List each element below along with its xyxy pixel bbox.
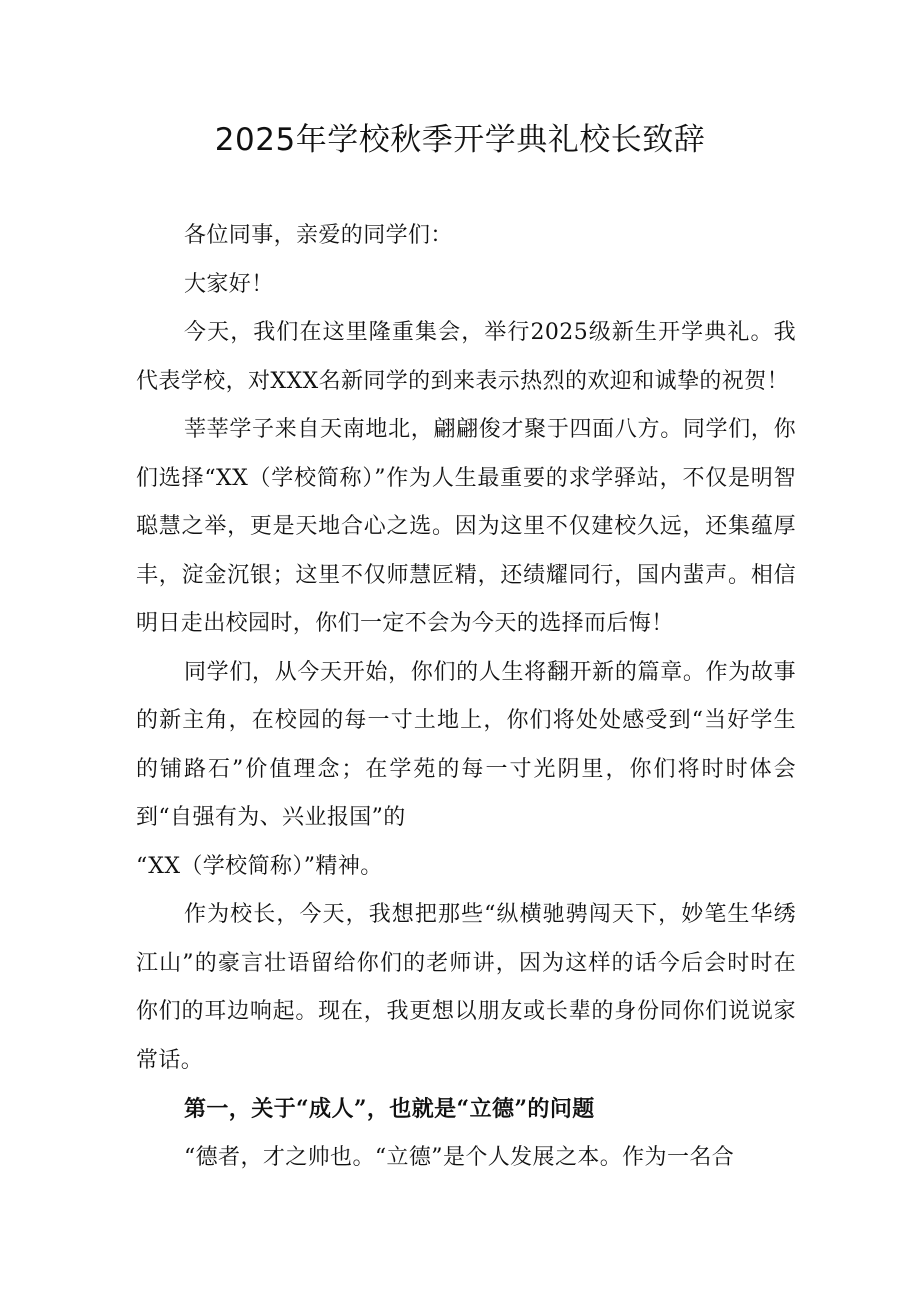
paragraph-welcome: 今天，我们在这里隆重集会，举行2025级新生开学典礼。我代表学校，对XXX名新同学的到来表示热烈的欢迎和诚挚的祝贺！ — [136, 320, 796, 394]
paragraph-virtue: “德者，才之帅也。“立德”是个人发展之本。作为一名合 — [184, 1144, 735, 1170]
greeting: 大家好！ — [184, 271, 274, 297]
salutation: 各位同事，亲爱的同学们： — [184, 223, 453, 248]
paragraph-students: 莘莘学子来自天南地北，翩翩俊才聚于四面八方。同学们，你们选择“XX（学校简称）”作为人生最重要的求学驿站，不仅是明智聪慧之举，更是天地合心之选。因为这里不仅建校久远，还集蕴厚丰，淀金沉银；这里不仅师慧匠精，还绩耀同行，国内蜚声。相信明日走出校园时，你们一定不会为今天的选择而后悔！ — [136, 417, 796, 636]
section-heading: 第一，关于“成人”，也就是“立德”的问题 — [184, 1096, 595, 1122]
paragraph-continuation: “XX（学校简称）”精神。 — [136, 853, 383, 879]
document-body — [136, 212, 796, 1182]
paragraph-principal: 作为校长，今天，我想把那些“纵横驰骋闯天下，妙笔生华绣江山”的豪言壮语留给你们的老师讲，因为这样的话今后会时时在你们的耳边响起。现在，我更想以朋友或长辈的身份同你们说说家常话。 — [136, 902, 796, 1073]
paragraph-new-chapter: 同学们，从今天开始，你们的人生将翻开新的篇章。作为故事的新主角，在校园的每一寸土地上，你们将处处感受到“当好学生的铺路石”价值理念；在学苑的每一寸光阴里，你们将时时体会到“自强有为、兴业报国”的 — [136, 659, 796, 830]
document-title: 2025年学校秋季开学典礼校长致辞 — [214, 122, 706, 158]
